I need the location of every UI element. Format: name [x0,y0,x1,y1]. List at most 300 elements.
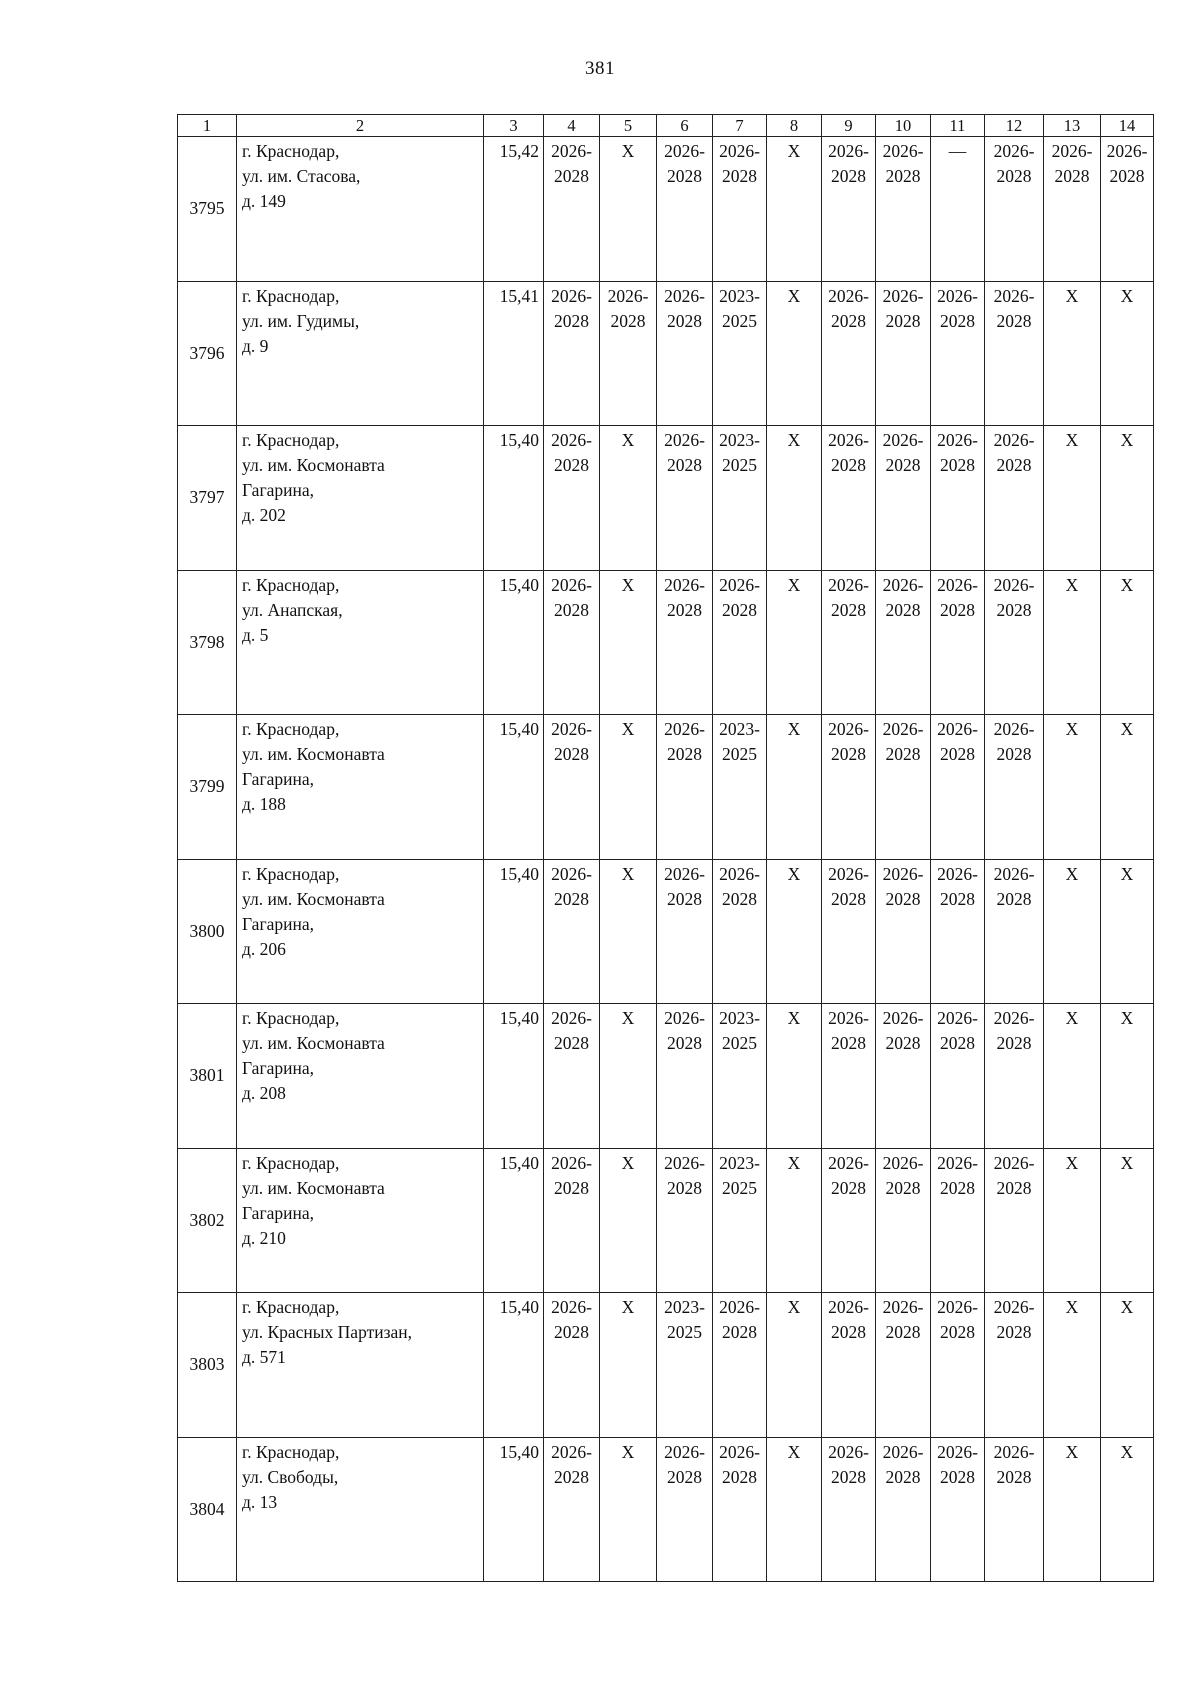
period-text: 2028 [554,1322,589,1342]
period-text: 2028 [554,888,589,909]
table-row [178,1293,1154,1438]
address-cell [237,1437,484,1582]
period-cell [657,426,713,571]
period-text: 2026- [993,1297,1035,1317]
period-cell [544,715,600,860]
period-text: 2026- [719,141,760,161]
period-text: 2026- [551,1008,592,1028]
period-text: 2028 [554,166,589,186]
period-cell [822,426,876,571]
address-cell [237,426,484,571]
period-cell [600,1004,657,1149]
period-text: 2028 [667,1033,702,1053]
period-text: 2028 [831,1322,866,1342]
period-text: 2026- [993,285,1035,306]
address-line: ул. им. Стасова, [242,166,361,186]
period-text: 2028 [722,888,757,909]
period-cell [1101,281,1154,426]
area-cell: 15,40 [484,1004,544,1149]
period-text: 2026- [882,863,924,884]
period-text: Х [1120,1297,1134,1317]
period-text: 2026- [664,863,705,884]
period-text: 2026- [882,141,924,161]
period-text: Х [787,141,801,161]
period-text: Х [1065,719,1079,739]
period-cell [767,1004,822,1149]
period-cell [1101,1148,1154,1293]
period-cell [931,1004,985,1149]
period-text: 2026- [551,1297,592,1317]
period-text: 2026- [828,1152,869,1173]
column-header: 5 [600,115,657,137]
period-cell [1101,1004,1154,1149]
period-cell [876,1148,931,1293]
address-line: Гагарина, [242,1058,315,1078]
period-text: 2028 [885,1177,921,1198]
period-cell [544,1293,600,1438]
period-text: 2028 [831,455,866,475]
address-line: д. 13 [242,1491,278,1512]
period-text: 2026- [828,141,869,161]
period-cell [544,1148,600,1293]
address-line: г. Краснодар, [242,1441,340,1462]
period-cell [600,1437,657,1582]
address-line: ул. им. Космонавта [242,1177,385,1198]
period-text: 2028 [940,455,975,475]
period-text: 2028 [554,455,589,475]
address-cell [237,281,484,426]
address-line: г. Краснодар, [242,719,340,739]
column-header: 7 [713,115,767,137]
period-cell [713,859,767,1004]
period-text: 2026- [719,1441,760,1462]
period-text: 2026- [664,1152,705,1173]
area-cell: 15,42 [484,137,544,282]
period-text: 2028 [885,1033,921,1053]
period-text: 2026- [882,1441,924,1462]
period-text: 2028 [940,744,975,764]
period-cell [713,570,767,715]
area-cell: 15,41 [484,281,544,426]
period-cell [931,1437,985,1582]
period-text: 2028 [831,599,866,620]
period-text: Х [787,285,801,306]
address-line: д. 5 [242,624,269,645]
period-cell [985,1293,1044,1438]
period-text: 2026- [664,141,705,161]
address-line: д. 210 [242,1227,286,1248]
period-text: 2028 [996,744,1032,764]
address-line: ул. им. Космонавта [242,1033,385,1053]
column-header: 12 [985,115,1044,137]
period-text: 2028 [667,1466,702,1487]
period-text: 2023- [719,1152,760,1173]
period-text: Х [1120,863,1134,884]
period-text: 2023- [664,1297,705,1317]
row-number: 3795 [178,137,237,282]
period-text: 2026- [828,430,869,450]
period-text: 2025 [722,310,757,331]
period-text: 2023- [719,1008,760,1028]
period-cell [600,1293,657,1438]
period-text: 2028 [667,744,702,764]
period-text: 2026- [993,1441,1035,1462]
period-text: 2028 [610,310,646,331]
period-text: 2026- [882,1008,924,1028]
address-line: д. 206 [242,938,286,959]
period-text: 2026- [719,863,760,884]
period-text: 2026- [937,1152,978,1173]
period-cell [822,715,876,860]
period-cell [657,859,713,1004]
period-text: 2026- [828,285,869,306]
column-header: 1 [178,115,237,137]
period-text: 2028 [885,166,921,186]
period-cell [600,137,657,282]
period-text: 2028 [831,1177,866,1198]
period-cell [876,1293,931,1438]
period-text: 2028 [1109,166,1145,186]
period-text: 2028 [554,1466,589,1487]
period-text: 2028 [940,310,975,331]
period-cell [822,570,876,715]
area-cell: 15,40 [484,1293,544,1438]
row-number: 3796 [178,281,237,426]
period-cell [985,137,1044,282]
period-cell [713,1293,767,1438]
period-cell [1044,1148,1101,1293]
period-cell [600,570,657,715]
period-cell [985,426,1044,571]
period-cell [767,859,822,1004]
area-cell: 15,40 [484,570,544,715]
period-cell [713,281,767,426]
period-text: 2026- [937,1008,978,1028]
period-cell [931,1148,985,1293]
period-text: 2028 [1054,166,1090,186]
period-cell [876,137,931,282]
period-text: Х [1120,430,1134,450]
period-text: Х [1065,863,1079,884]
address-line: д. 9 [242,335,269,356]
period-text: 2028 [996,1466,1032,1487]
period-cell [1044,859,1101,1004]
period-text: 2026- [937,863,978,884]
period-cell [713,1148,767,1293]
address-line: д. 149 [242,191,286,211]
period-text: 2028 [722,1322,757,1342]
period-text: Х [787,574,801,595]
period-cell [876,859,931,1004]
period-cell [657,137,713,282]
column-header: 11 [931,115,985,137]
column-header: 6 [657,115,713,137]
period-text: 2026- [664,285,705,306]
address-line: Гагарина, [242,480,315,500]
address-line: д. 202 [242,505,286,525]
period-cell [1101,1293,1154,1438]
period-text: 2028 [667,166,702,186]
table-row [178,859,1154,1004]
period-cell [985,281,1044,426]
period-cell [767,426,822,571]
period-cell [822,1293,876,1438]
row-number: 3801 [178,1004,237,1149]
period-cell [600,859,657,1004]
period-text: 2023- [719,719,760,739]
period-text: 2028 [667,1177,702,1198]
address-line: г. Краснодар, [242,1297,340,1317]
period-text: 2026- [828,1008,869,1028]
period-cell [767,137,822,282]
period-cell [767,281,822,426]
period-cell [876,281,931,426]
period-text: 2026- [937,430,978,450]
period-text: 2028 [554,1177,589,1198]
period-text: 2026- [719,1297,760,1317]
address-line: д. 188 [242,794,286,814]
period-cell [544,137,600,282]
period-text: 2026- [551,285,592,306]
period-text: Х [1065,1297,1079,1317]
period-text: 2026- [828,1297,869,1317]
period-text: 2025 [722,744,757,764]
period-text: Х [621,574,635,595]
period-text: Х [1120,1441,1134,1462]
period-cell [600,1148,657,1293]
address-line: г. Краснодар, [242,141,340,161]
area-cell: 15,40 [484,715,544,860]
register-table [177,114,1154,1582]
period-text: 2026- [828,574,869,595]
period-text: 2028 [554,1033,589,1053]
period-text: Х [621,1152,635,1173]
period-cell [931,426,985,571]
period-text: Х [787,1008,801,1028]
period-cell [1044,426,1101,571]
table-row [178,281,1154,426]
period-text: 2028 [831,1466,866,1487]
address-line: Гагарина, [242,769,315,789]
period-text: 2028 [885,1466,921,1487]
column-header: 3 [484,115,544,137]
period-text: 2028 [885,455,921,475]
period-cell [822,1148,876,1293]
address-line: г. Краснодар, [242,574,340,595]
period-text: 2028 [996,599,1032,620]
period-text: 2028 [996,888,1032,909]
period-text: Х [787,1152,801,1173]
period-cell [1101,715,1154,860]
period-cell [1044,1293,1101,1438]
period-cell [544,426,600,571]
period-text: 2026- [828,863,869,884]
period-cell [985,1148,1044,1293]
period-text: 2028 [940,1322,975,1342]
period-cell [1101,570,1154,715]
address-cell [237,715,484,860]
period-text: Х [1120,719,1134,739]
period-text: Х [621,719,635,739]
period-text: 2026- [882,719,924,739]
period-cell [1044,137,1101,282]
period-cell [657,1148,713,1293]
period-cell [985,859,1044,1004]
period-text: Х [1120,574,1134,595]
period-cell [767,1437,822,1582]
period-cell [600,281,657,426]
period-cell [1044,1004,1101,1149]
period-cell [713,426,767,571]
period-text: Х [1065,1008,1079,1028]
period-cell [931,281,985,426]
period-text: 2028 [940,599,975,620]
period-cell [931,715,985,860]
period-cell [544,1004,600,1149]
period-cell [876,570,931,715]
period-text: 2026- [937,1441,978,1462]
period-text: 2026- [1106,141,1148,161]
period-text: 2028 [996,1033,1032,1053]
period-text: 2026- [882,430,924,450]
address-line: г. Краснодар, [242,430,340,450]
period-cell [1101,1437,1154,1582]
period-text: 2028 [554,744,589,764]
period-text: 2028 [885,888,921,909]
period-text: Х [1120,1152,1134,1173]
period-text: 2028 [996,310,1032,331]
period-text: Х [621,1297,635,1317]
period-text: Х [621,430,635,450]
period-text: 2026- [664,574,705,595]
period-cell [657,1004,713,1149]
period-text: 2026- [993,141,1035,161]
period-text: — [948,141,967,161]
period-text: 2026- [937,574,978,595]
period-text: 2026- [882,285,924,306]
period-cell [767,570,822,715]
period-text: 2028 [940,888,975,909]
period-text: 2028 [885,1322,921,1342]
period-text: 2026- [664,719,705,739]
period-text: Х [1065,1441,1079,1462]
period-text: 2023- [719,430,760,450]
column-header: 2 [237,115,484,137]
address-line: ул. им. Космонавта [242,744,385,764]
period-cell [600,715,657,860]
period-text: 2026- [882,1152,924,1173]
period-text: 2026- [937,719,978,739]
period-cell [657,1437,713,1582]
period-text: Х [1065,1152,1079,1173]
period-cell [1044,715,1101,860]
period-cell [931,1293,985,1438]
period-text: 2026- [551,719,592,739]
period-text: 2028 [722,166,757,186]
period-text: 2028 [831,744,866,764]
period-cell [1044,281,1101,426]
column-header: 10 [876,115,931,137]
period-text: 2025 [722,1177,757,1198]
period-text: 2028 [667,599,702,620]
address-line: Гагарина, [242,1202,315,1223]
period-cell [822,137,876,282]
row-number: 3803 [178,1293,237,1438]
row-number: 3797 [178,426,237,571]
period-text: 2028 [996,1177,1032,1198]
period-cell [657,281,713,426]
row-number: 3800 [178,859,237,1004]
address-line: г. Краснодар, [242,863,340,884]
period-text: Х [1120,285,1134,306]
period-text: 2028 [885,744,921,764]
period-text: 2028 [831,1033,866,1053]
area-cell: 15,40 [484,859,544,1004]
table-row [178,1148,1154,1293]
column-header: 13 [1044,115,1101,137]
row-number: 3799 [178,715,237,860]
period-cell [985,570,1044,715]
period-cell [657,1293,713,1438]
period-cell [985,1437,1044,1582]
period-cell [1101,137,1154,282]
period-text: 2025 [667,1322,702,1342]
period-cell [876,426,931,571]
period-text: 2028 [831,166,866,186]
period-text: 2026- [551,1152,592,1173]
period-cell [544,281,600,426]
period-cell [544,859,600,1004]
table-row [178,137,1154,282]
period-text: 2025 [722,1033,757,1053]
period-cell [544,570,600,715]
period-text: 2026- [993,430,1035,450]
period-cell [1101,859,1154,1004]
table-row [178,1004,1154,1149]
period-text: 2026- [719,574,760,595]
period-cell [713,1004,767,1149]
period-text: 2026- [664,1441,705,1462]
table-row [178,1437,1154,1582]
table-row [178,426,1154,571]
address-cell [237,1004,484,1149]
period-text: 2026- [882,1297,924,1317]
period-text: Х [621,141,635,161]
period-text: Х [621,1441,635,1462]
period-text: 2026- [937,285,978,306]
period-text: Х [787,1441,801,1462]
area-cell: 15,40 [484,426,544,571]
period-text: Х [621,1008,635,1028]
period-cell [713,137,767,282]
address-cell [237,137,484,282]
period-text: Х [621,863,635,884]
period-cell [985,715,1044,860]
address-cell [237,1293,484,1438]
period-cell [600,426,657,571]
period-text: 2028 [996,1322,1032,1342]
address-line: д. 571 [242,1347,286,1367]
period-text: 2026- [551,863,592,884]
address-line: ул. Свободы, [242,1466,339,1487]
table-body [178,137,1154,1582]
period-cell [931,859,985,1004]
period-text: 2026- [664,1008,705,1028]
period-cell [1044,1437,1101,1582]
address-line: ул. им. Космонавта [242,455,385,475]
period-text: 2026- [828,719,869,739]
period-text: 2026- [882,574,924,595]
